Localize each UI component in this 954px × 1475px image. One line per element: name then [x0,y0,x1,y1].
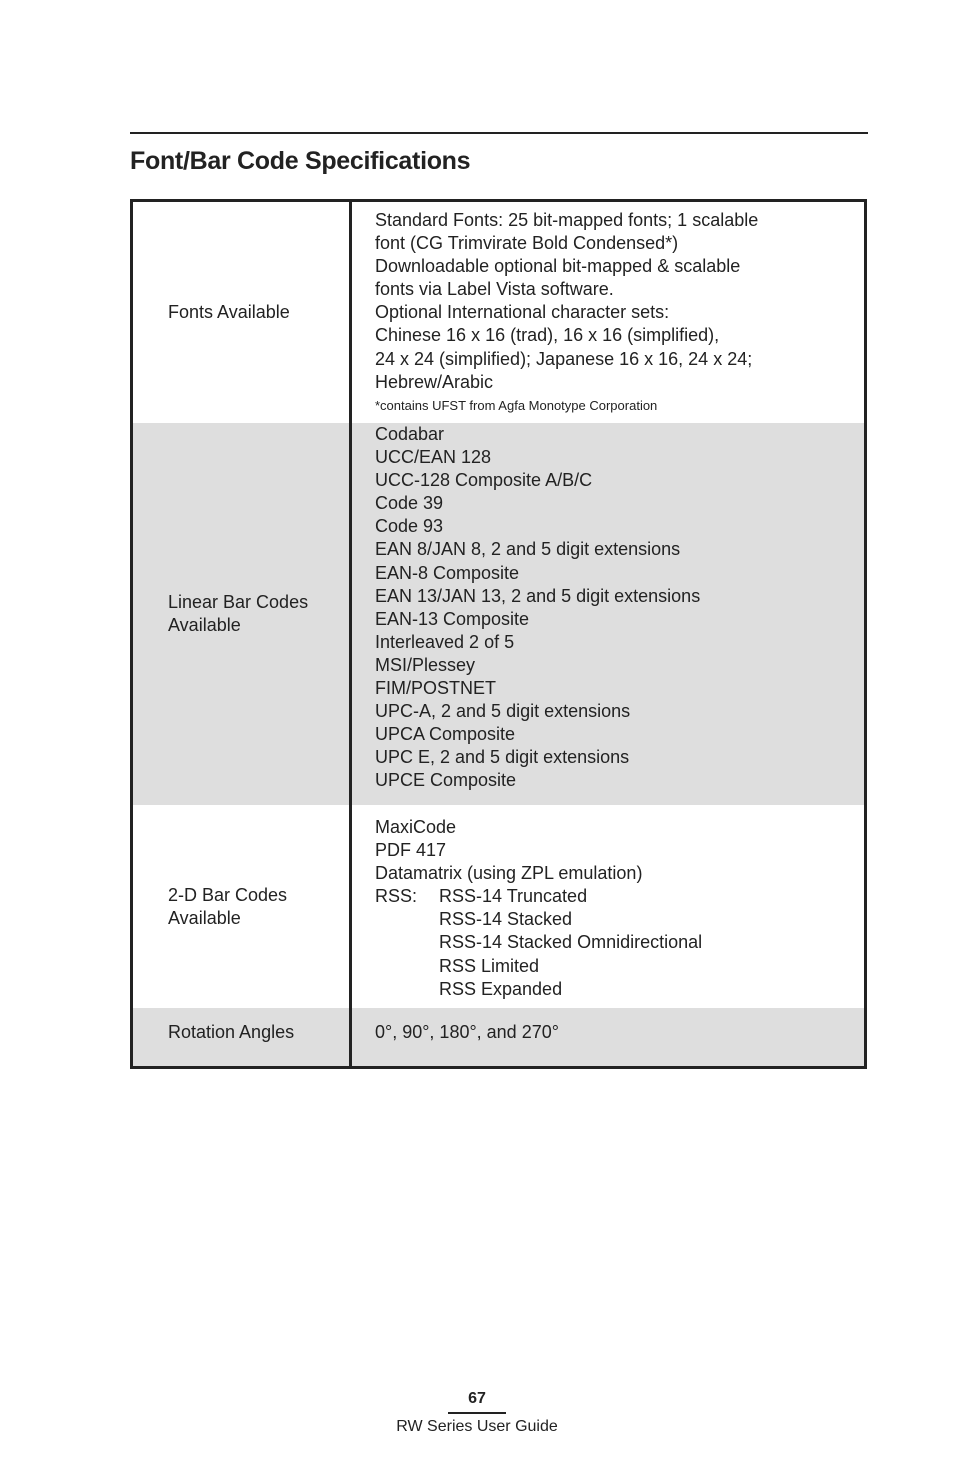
value-line: 0°, 90°, 180°, and 270° [375,1022,559,1042]
row-label-linear [133,423,349,805]
row-value-rotation [349,1008,864,1066]
value-line: Downloadable optional bit-mapped & scalable [375,256,741,277]
list-item: UCC-128 Composite A/B/C [375,470,593,491]
list-item: UPC-A, 2 and 5 digit extensions [375,701,631,722]
list-item: EAN 8/JAN 8, 2 and 5 digit extensions [375,539,681,560]
list-item: UCC/EAN 128 [375,447,492,468]
list-item: EAN-8 Composite [375,562,520,583]
label-text: 2-D Bar Codes [168,884,288,905]
list-item: Code 39 [375,493,444,514]
value-line: Chinese 16 x 16 (trad), 16 x 16 (simplified), [375,325,720,346]
list-item: MaxiCode [375,817,457,837]
list-item: Datamatrix (using ZPL emulation) [375,863,643,884]
label-text: Available [168,615,241,635]
guide-name: RW Series User Guide [396,1418,558,1435]
label-text: Rotation Angles [168,1022,295,1042]
row-fonts-available [133,202,864,423]
list-item: UPCA Composite [375,724,516,745]
list-item: PDF 417 [375,840,447,861]
label-text: Available [168,907,241,928]
row-value-2d [349,805,864,1008]
row-label-rotation [133,1008,349,1066]
list-item: Code 93 [375,516,444,537]
value-line: 24 x 24 (simplified); Japanese 16 x 16, 24 x 24; [375,348,753,369]
list-item: RSS Limited [439,955,540,976]
spec-table [130,199,867,1069]
list-item: Codabar [375,424,445,444]
list-item: RSS-14 Truncated [439,886,588,907]
rss-label: RSS: [375,886,418,907]
top-rule [130,132,868,134]
row-2d-bar-codes [133,805,864,1008]
list-item: Interleaved 2 of 5 [375,631,515,652]
row-label-2d [133,805,349,1008]
list-item: RSS-14 Stacked Omnidirectional [439,932,703,953]
row-value-fonts [349,202,864,423]
value-line: Optional International character sets: [375,302,670,323]
rss-line [375,885,864,908]
row-label-fonts [133,202,349,423]
label-text: Fonts Available [168,302,290,322]
list-item: RSS-14 Stacked [439,909,573,930]
list-item: EAN-13 Composite [375,608,530,629]
label-text: Linear Bar Codes [168,592,309,612]
footnote: *contains UFST from Agfa Monotype Corporation [375,397,658,413]
list-item: MSI/Plessey [375,654,476,675]
section-title: Font/Bar Code Specifications [130,147,471,175]
row-rotation-angles [133,1008,864,1066]
list-item: EAN 13/JAN 13, 2 and 5 digit extensions [375,585,701,606]
value-line: Hebrew/Arabic [375,371,494,392]
list-item: UPCE Composite [375,770,517,791]
value-line: fonts via Label Vista software. [375,279,614,300]
page-footer [0,1388,954,1436]
row-value-linear [349,423,864,805]
list-item: RSS Expanded [439,978,563,999]
row-linear-bar-codes [133,423,864,805]
page-number: 67 [448,1388,506,1414]
value-line: font (CG Trimvirate Bold Condensed*) [375,233,679,254]
list-item: FIM/POSTNET [375,678,496,699]
value-line: Standard Fonts: 25 bit-mapped fonts; 1 scalable [375,210,759,230]
list-item: UPC E, 2 and 5 digit extensions [375,747,630,768]
